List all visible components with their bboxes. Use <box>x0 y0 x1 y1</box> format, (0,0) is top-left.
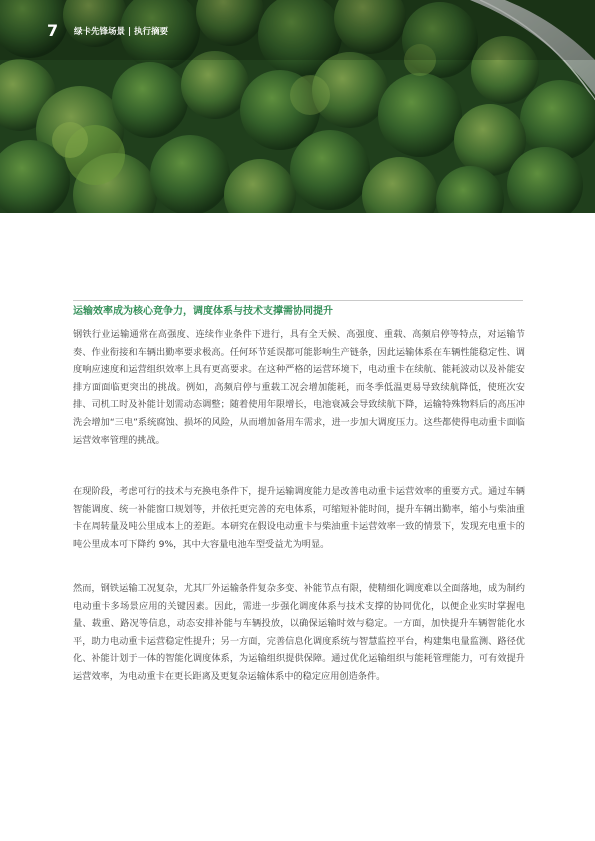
section-label: 绿卡先锋场景 | 执行摘要 <box>74 27 169 37</box>
body-paragraph-3: 然而，钢铁运输工况复杂，尤其厂外运输条件复杂多变、补能节点有限，使精细化调度难以全面落地，成为制约电动重卡多场景应用的关键因素。因此，需进一步强化调度体系与技术支撑的协同优化，以便企业实时掌握电量、载重、路况等信息，动态安排补能与车辆投放，以确保运输时效与稳定。一方面，加快提升车辆智能化水平，助力电动重卡运营稳定性提升；另一方面，完善信息化调度系统与智慧监控平台，构建集电量监测、路径优化、补能计划于一体的智能化调度体系，为运输组织提供保障。通过优化运输组织与能耗管理能力，可有效提升运营效率，为电动重卡在更长距离及更复杂运输体系中的稳定应用创造条件。 <box>73 583 525 682</box>
section-divider <box>73 300 523 301</box>
section-subheading: 运输效率成为核心竞争力，调度体系与技术支撑需协同提升 <box>73 306 333 317</box>
body-paragraph-1: 钢铁行业运输通常在高强度、连续作业条件下进行，具有全天候、高强度、重载、高频启停等特点，对运输节奏、作业衔接和车辆出勤率要求极高。任何环节延误都可能影响生产链条，因此运输体系在车辆性能稳定性、调度响应速度和运营组织效率上具有更高要求。在这种严格的运营环境下，电动重卡在续航、能耗波动以及补能安排方面面临更突出的挑战。例如，高频启停与重载工况会增加能耗，而冬季低温更易导致续航降低，使班次安排、司机工时及补能计划需动态调整；随着使用年限增长，电池衰减会导致续航下降，运输特殊物料后的高压冲洗会增加“三电”系统腐蚀、损坏的风险，从而增加备用车需求，进一步加大调度压力。这些都使得电动重卡面临运营效率管理的挑战。 <box>73 329 525 446</box>
page-number: 7 <box>47 21 59 40</box>
body-paragraph-2: 在现阶段，考虑可行的技术与充换电条件下，提升运输调度能力是改善电动重卡运营效率的重要方式。通过车辆智能调度、统一补能窗口规划等，并依托更完善的充电体系，可缩短补能时间，提升车辆出勤率，缩小与柴油重卡在周转量及吨公里成本上的差距。本研究在假设电动重卡与柴油重卡运营效率一致的情景下，发现充电重卡的吨公里成本可下降约 9%，其中大容量电池车型受益尤为明显。 <box>73 486 525 550</box>
